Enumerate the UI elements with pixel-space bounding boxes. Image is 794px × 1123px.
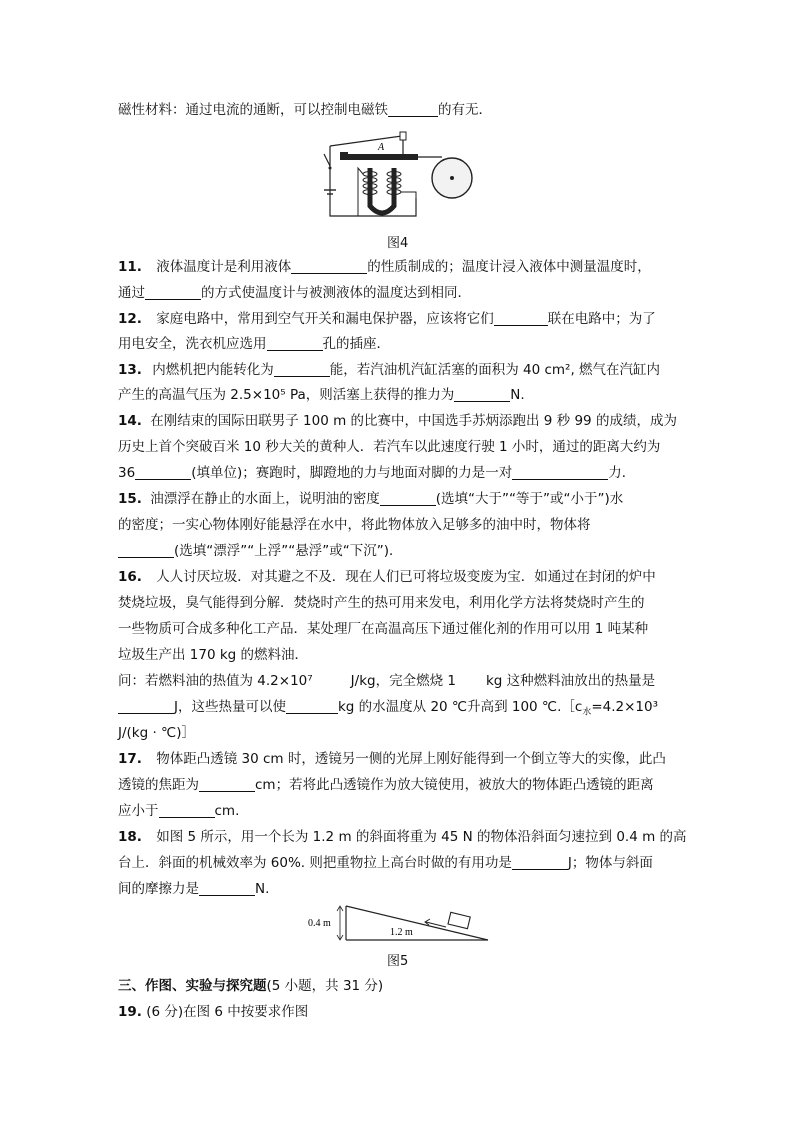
text: 内燃机把内能转化为 [152, 362, 274, 378]
section-title: 三、作图、实验与探究题 [118, 978, 267, 994]
text: 孔的插座． [322, 336, 390, 352]
answer-blank [494, 311, 548, 326]
text: 液体温度计是利用液体 [156, 259, 292, 275]
text: N. [510, 387, 525, 403]
text: 力． [608, 465, 636, 481]
figure-5-incline-diagram [306, 902, 492, 948]
question-number: 18. [118, 829, 142, 845]
text: (填单位)；赛跑时，脚蹬地的力与地面对脚的力是一对 [191, 465, 513, 481]
text: 历史上首个突破百米 10 秒大关的黄种人．若汽车以此速度行驶 1 小时，通过的距离大约为 [118, 439, 661, 455]
answer-blank [267, 336, 323, 351]
answer-blank [135, 465, 191, 480]
subscript-water: 水 [582, 707, 592, 718]
answer-blank [286, 699, 338, 714]
question-15-line-3 [118, 542, 403, 560]
question-16-line-5 [118, 672, 655, 690]
question-11-line-1 [118, 258, 651, 276]
answer-blank [274, 362, 330, 377]
answer-blank [380, 491, 436, 506]
answer-blank [159, 803, 215, 818]
text: 联在电路中；为了 [547, 311, 656, 327]
text: (选填“大于”“等于”或“小于”)水 [435, 491, 624, 507]
question-16-line-6 [118, 698, 658, 722]
figure-4-electromagnet-diagram [318, 128, 478, 224]
question-number: 16. [118, 569, 142, 585]
question-17-line-3 [118, 802, 239, 820]
answer-blank [388, 102, 438, 117]
text: 一些物质可合成多种化工产品．某处理厂在高温高压下通过催化剂的作用可以用 1 吨某种 [118, 621, 649, 637]
text: 的方式使温度计与被测液体的温度达到相同． [201, 285, 471, 301]
answer-blank [145, 285, 201, 300]
figure-5-caption: 图5 [387, 954, 409, 969]
text: 油漂浮在静止的水面上，说明油的密度 [150, 491, 380, 507]
answer-blank [291, 259, 367, 274]
text: cm；若将此凸透镜作为放大镜使用，被放大的物体距凸透镜的距离 [255, 777, 654, 793]
text: 问：若燃料油的热值为 4.2×10⁷ [118, 673, 313, 689]
question-number: 15. [118, 491, 142, 507]
question-14-line-2 [118, 438, 660, 456]
question-16-line-4 [118, 646, 308, 664]
question-16-line-3 [118, 620, 648, 638]
text: 家庭电路中，常用到空气开关和漏电保护器，应该将它们 [156, 311, 494, 327]
answer-blank [118, 543, 174, 558]
text: 间的摩擦力是 [118, 881, 199, 897]
text: 在刚结束的国际田联男子 100 m 的比赛中，中国选手苏炳添跑出 9 秒 99 的成绩，成为 [150, 413, 677, 429]
text: 36 [118, 465, 136, 481]
text: 能，若汽油机汽缸活塞的面积为 40 cm², 燃气在汽缸内 [329, 362, 661, 378]
answer-blank [512, 855, 568, 870]
question-number: 19. [118, 1004, 142, 1020]
section-3-heading [118, 977, 383, 995]
question-14-line-1 [118, 412, 677, 430]
text: 的有无． [438, 102, 492, 118]
question-15-line-2 [118, 516, 591, 534]
text: kg 这种燃料油放出的热量是 [485, 673, 656, 689]
question-17-line-1 [118, 750, 666, 768]
text: (6 分)在图 6 中按要求作图 [146, 1004, 309, 1020]
question-11-line-2 [118, 284, 471, 302]
question-14-line-3 [118, 464, 635, 482]
text: cm. [214, 803, 240, 819]
text: 人人讨厌垃圾．对其避之不及．现在人们已可将垃圾变废为宝．如通过在封闭的炉中 [156, 569, 656, 585]
text: 如图 5 所示，用一个长为 1.2 m 的斜面将重为 45 N 的物体沿斜面匀速拉到 0.4 m 的高 [156, 829, 687, 845]
text: 透镜的焦距为 [118, 777, 199, 793]
answer-blank [512, 465, 608, 480]
text: =4.2×10³ [591, 699, 659, 715]
question-15-line-1 [118, 490, 623, 508]
question-13-line-1 [118, 361, 660, 379]
text: J，这些热量可以使 [174, 699, 286, 715]
text: 台上．斜面的机械效率为 60%. 则把重物拉上高台时做的有用功是 [118, 855, 512, 871]
question-17-line-2 [118, 776, 654, 794]
text: 物体距凸透镜 30 cm 时，透镜另一侧的光屏上刚好能得到一个倒立等大的实像，此凸 [156, 751, 666, 767]
text: 磁性材料：通过电流的通断，可以控制电磁铁 [118, 102, 388, 118]
label-A: A [378, 142, 385, 153]
question-12-line-1 [118, 310, 656, 328]
answer-blank [199, 777, 255, 792]
question-19-line-1 [118, 1003, 308, 1021]
text: N. [255, 881, 270, 897]
question-16-line-2 [118, 594, 645, 612]
text: J/kg，完全燃烧 1 [350, 673, 456, 689]
question-13-line-2 [118, 386, 525, 404]
question-16-line-1 [118, 568, 656, 586]
question-18-line-3 [118, 880, 269, 898]
text: 垃圾生产出 170 kg 的燃料油． [118, 647, 309, 663]
text: J/(kg · ℃)］ [118, 725, 195, 741]
figure-4-caption: 图4 [387, 236, 409, 251]
label-height: 0.4 m [308, 918, 331, 929]
question-16-line-7 [118, 724, 195, 742]
answer-blank [454, 387, 510, 402]
text: 应小于 [118, 803, 159, 819]
text-line-magnet [118, 101, 492, 119]
answer-blank [199, 881, 255, 896]
label-slope-length: 1.2 m [390, 927, 413, 938]
text: 焚烧垃圾，臭气能得到分解．焚烧时产生的热可用来发电，利用化学方法将焚烧时产生的 [118, 595, 645, 611]
question-12-line-2 [118, 335, 390, 353]
text: 通过 [118, 285, 145, 301]
answer-blank [118, 699, 174, 714]
question-18-line-2 [118, 854, 653, 872]
question-18-line-1 [118, 828, 687, 846]
text: J；物体与斜面 [567, 855, 653, 871]
text: 产生的高温气压为 2.5×10⁵ Pa，则活塞上获得的推力为 [118, 387, 455, 403]
text: 用电安全，洗衣机应选用 [118, 336, 267, 352]
question-number: 14. [118, 413, 142, 429]
text: (选填“漂浮”“上浮”“悬浮”或“下沉”)． [174, 543, 403, 559]
question-number: 13. [118, 362, 142, 378]
text: kg 的水温度从 20 ℃升高到 100 ℃.［c [337, 699, 583, 715]
question-number: 11. [118, 259, 142, 275]
text: 的密度；一实心物体刚好能悬浮在水中，将此物体放入足够多的油中时，物体将 [118, 517, 591, 533]
question-number: 17. [118, 751, 142, 767]
text: 的性质制成的；温度计浸入液体中测量温度时， [367, 259, 651, 275]
question-number: 12. [118, 311, 142, 327]
section-note: (5 小题，共 31 分) [266, 978, 384, 994]
